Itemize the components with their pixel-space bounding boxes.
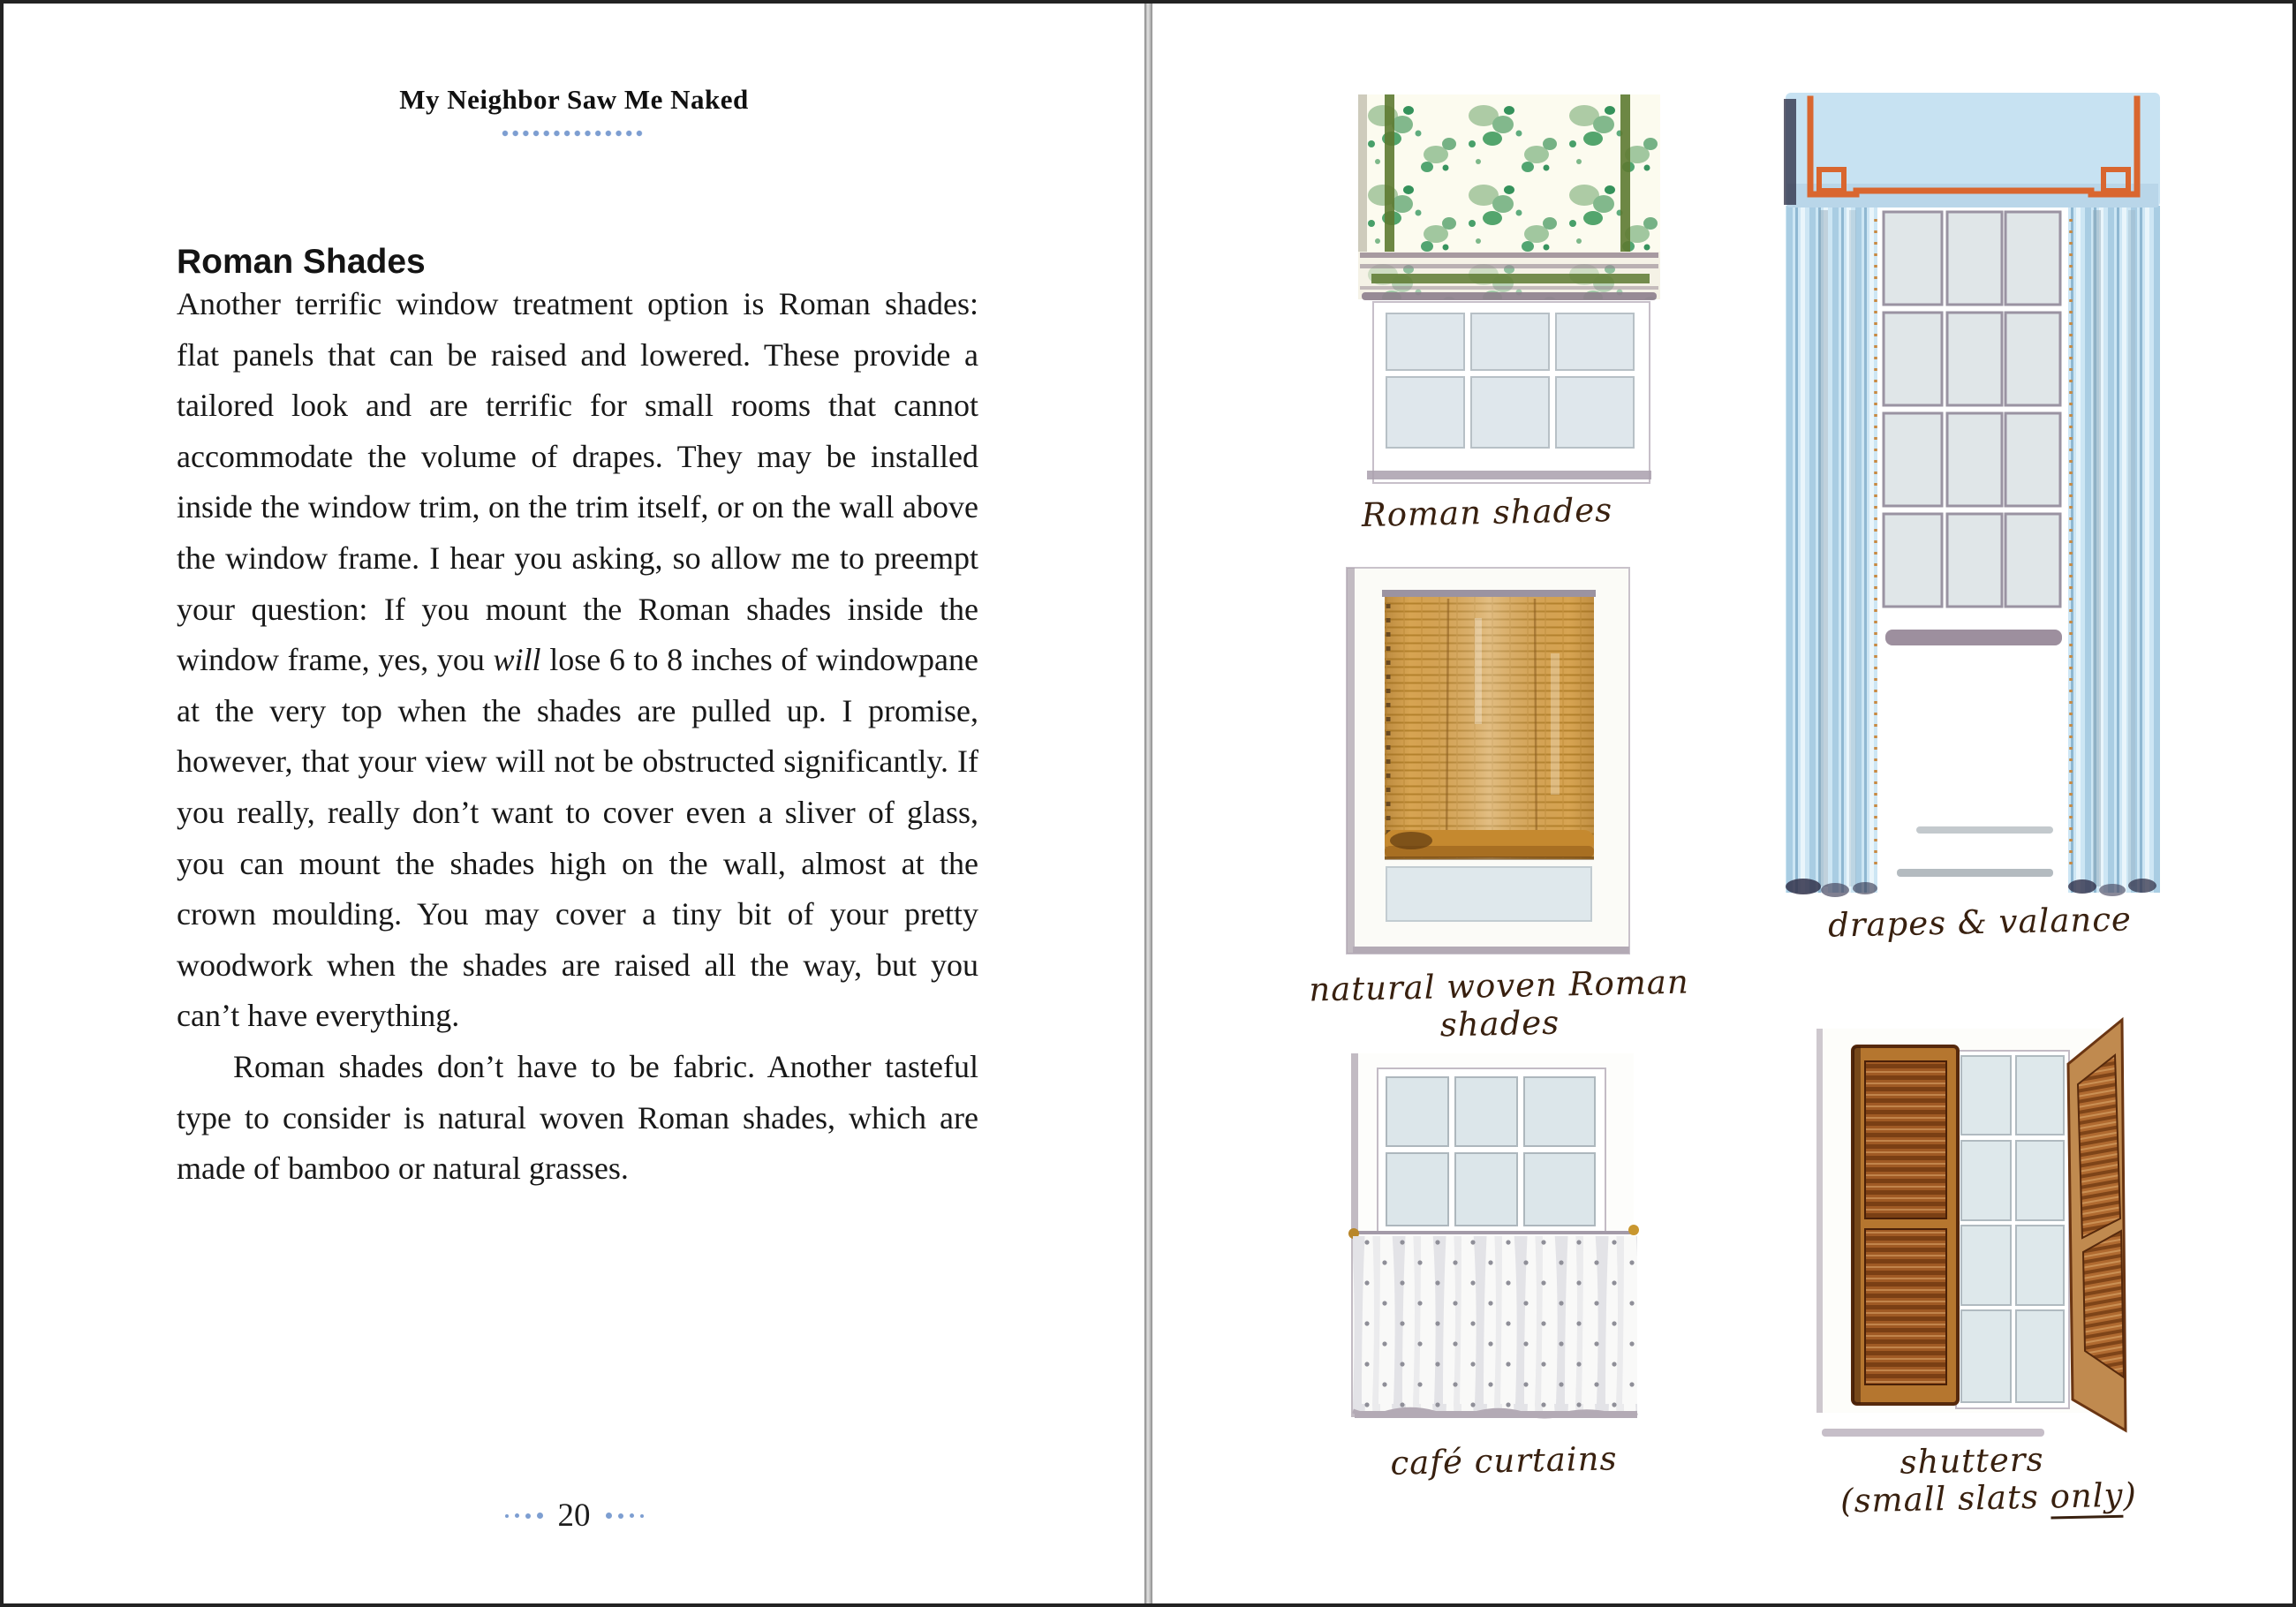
caption-cafe-curtains: café curtains: [1390, 1439, 1618, 1483]
folio-dot: [606, 1513, 612, 1519]
window-pane-grid: [1386, 313, 1634, 448]
window-sash-rail: [1885, 630, 2062, 645]
caption-shutters-underlined-word: only: [2050, 1476, 2124, 1520]
folio-dot: [618, 1513, 623, 1519]
roman-shades-illustration: [1358, 93, 1660, 490]
folio-dot: [525, 1513, 531, 1519]
cafe-curtains-illustration: [1342, 1051, 1643, 1426]
caption-drapes-valance: drapes & valance: [1827, 900, 2133, 945]
folio-dot: [630, 1513, 634, 1518]
folio-dot: [515, 1513, 519, 1518]
page-number: 20: [557, 1498, 591, 1534]
folio-dot: [640, 1514, 644, 1518]
window-pane: [1386, 867, 1591, 921]
dotted-rule: [502, 130, 646, 137]
drapes-valance-illustration: [1784, 78, 2164, 903]
caption-roman-shades: Roman shades: [1361, 491, 1613, 534]
body-paragraph-1: [177, 279, 978, 1042]
body-paragraph-2: Roman shades don’t have to be fabric. Another tasteful type to consider is natural woven Roman shades, which are made of bamboo or natural grasses.: [177, 1048, 978, 1187]
folio: [0, 1499, 1148, 1532]
header-dots-divider: [0, 130, 1148, 137]
paragraph-1-text: Another terrific window treatment option is Roman shades: flat panels that can be raised and lowered. These provide a tailored look and are terrific for small rooms that cannot accommodate the volume of drapes. They may be installed inside the window trim, on the trim itself, or on the wall above the window frame. I hear you asking, so allow me to preempt your question: If you mount the Roman shades inside the window frame, yes, you: [177, 286, 978, 678]
left-page: [0, 0, 1144, 1607]
shutters-illustration: [1815, 1007, 2172, 1444]
caption-shutters-line2-post: ): [2122, 1475, 2138, 1514]
left-drape: [1786, 206, 1877, 893]
body-text: [177, 279, 978, 1195]
right-drape: [2068, 206, 2160, 893]
caption-natural-woven: natural woven Roman shades: [1308, 962, 1690, 1044]
running-header: My Neighbor Saw Me Naked: [399, 84, 749, 115]
folio-dot: [537, 1513, 543, 1519]
natural-woven-illustration: [1342, 565, 1634, 958]
page-gutter-divider: [1144, 0, 1152, 1607]
italic-emphasis: will: [493, 642, 541, 678]
paragraph-1-text-after: lose 6 to 8 inches of windowpane at the very top when the shades are pulled up. I promise, however, that your view will not be obstructed significantly. If you really, really don’t want to cover even a sliver of glass, you can mount the shades high on the wall, almost at the crown moulding. You may cover a tiny bit of your pretty woodwork when the shades are raised all the way, but you can’t have everything.: [177, 642, 979, 1034]
caption-shutters-line1: shutters: [1899, 1440, 2044, 1482]
folio-dot: [505, 1514, 509, 1518]
rod-hook: [1628, 1225, 1639, 1235]
caption-shutters-line2-pre: (small slats: [1839, 1477, 2051, 1520]
section-heading: Roman Shades: [177, 243, 426, 282]
